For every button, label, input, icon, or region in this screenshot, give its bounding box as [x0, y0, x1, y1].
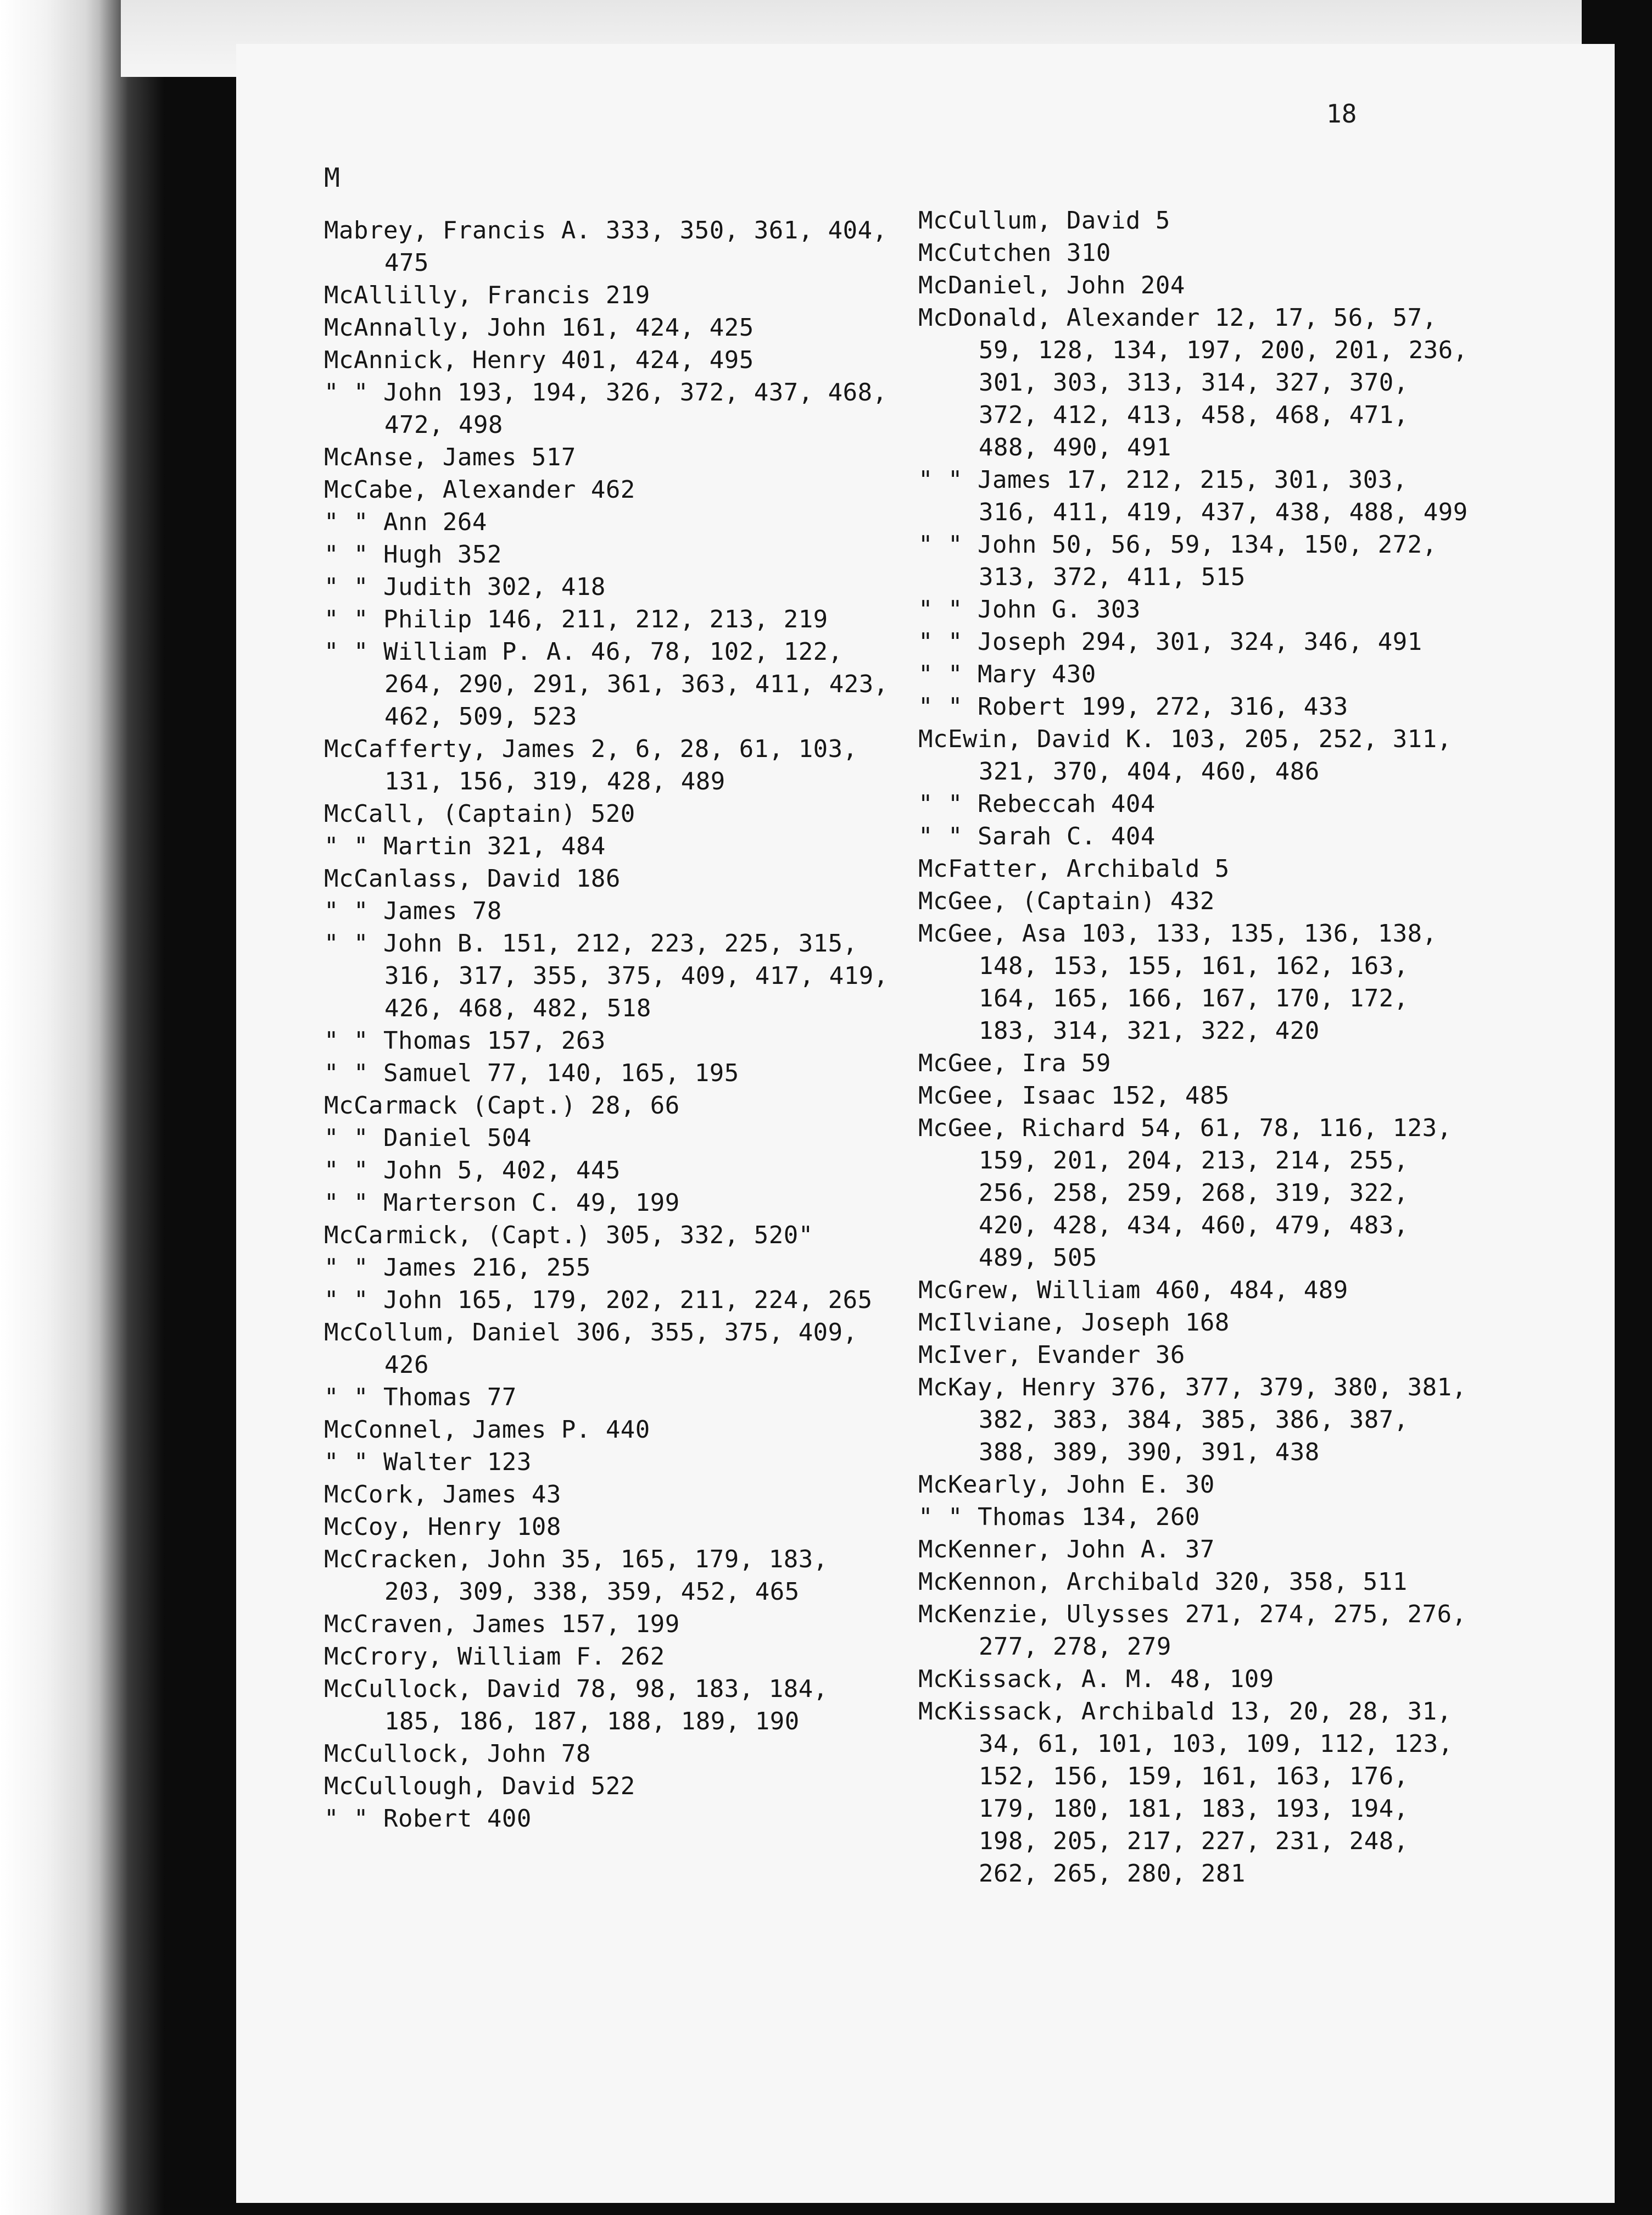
- index-entry: " " James 17, 212, 215, 301, 303, 316, 411, 419, 437, 438, 488, 499: [918, 466, 1468, 526]
- index-entry: McAllilly, Francis 219: [324, 281, 650, 309]
- index-entry: McDonald, Alexander 12, 17, 56, 57, 59, 128, 134, 197, 200, 201, 236, 301, 303, 313, 314, 327, 370, 372, 412, 413, 458, 468, 471, 488, 490, 491: [918, 304, 1483, 461]
- index-entry: " " Thomas 77: [324, 1383, 517, 1411]
- index-entry: McKissack, Archibald 13, 20, 28, 31, 34, 61, 101, 103, 109, 112, 123, 152, 156, 159, 161, 163, 176, 179, 180, 181, 183, 193, 194, 198, 205, 217, 227, 231, 248, 262, 265, 280, 281: [918, 1698, 1468, 1888]
- index-entry: McCarmick, (Capt.) 305, 332, 520": [324, 1221, 813, 1249]
- index-entry: " " Rebeccah 404: [918, 790, 1156, 818]
- index-entry: McGee, Richard 54, 61, 78, 116, 123, 159, 201, 204, 213, 214, 255, 256, 258, 259, 268, 319, 322, 420, 428, 434, 460, 479, 483, 489, 505: [918, 1114, 1467, 1272]
- index-entry: " " Sarah C. 404: [918, 822, 1156, 850]
- index-entry: " " John G. 303: [918, 596, 1141, 624]
- index-entry: McIlviane, Joseph 168: [918, 1309, 1230, 1337]
- index-entry: McKay, Henry 376, 377, 379, 380, 381, 382, 383, 384, 385, 386, 387, 388, 389, 390, 391, 438: [918, 1373, 1482, 1466]
- index-entry: " " Judith 302, 418: [324, 573, 606, 601]
- index-entry: McCrory, William F. 262: [324, 1643, 665, 1671]
- index-entry: " " William P. A. 46, 78, 102, 122, 264, 290, 291, 361, 363, 411, 423, 462, 509, 523: [324, 638, 903, 731]
- index-entry: McAnnick, Henry 401, 424, 495: [324, 346, 754, 374]
- index-entry: McAnnally, John 161, 424, 425: [324, 314, 754, 342]
- index-entry: Mabrey, Francis A. 333, 350, 361, 404, 475: [324, 216, 902, 277]
- index-entry: McCullock, David 78, 98, 183, 184, 185, 186, 187, 188, 189, 190: [324, 1675, 843, 1735]
- index-entry: " " Thomas 134, 260: [918, 1503, 1200, 1531]
- index-entry: McCullock, John 78: [324, 1740, 591, 1768]
- adjacent-page-edge: [0, 0, 165, 2215]
- index-entry: " " Daniel 504: [324, 1124, 532, 1152]
- index-entry: McKearly, John E. 30: [918, 1471, 1215, 1499]
- index-entry: McCall, (Captain) 520: [324, 800, 635, 828]
- index-entry: McConnel, James P. 440: [324, 1416, 650, 1444]
- index-entry: McCutchen 310: [918, 239, 1111, 267]
- index-entry: McIver, Evander 36: [918, 1341, 1185, 1369]
- index-entry: " " Robert 199, 272, 316, 433: [918, 693, 1348, 721]
- index-entry: McDaniel, John 204: [918, 271, 1185, 299]
- index-entry: McCanlass, David 186: [324, 865, 621, 893]
- index-entry: McCarmack (Capt.) 28, 66: [324, 1092, 680, 1120]
- index-entry: " " John 50, 56, 59, 134, 150, 272, 313, 372, 411, 515: [918, 531, 1452, 591]
- index-entry: McCork, James 43: [324, 1481, 561, 1509]
- index-entry: " " Thomas 157, 263: [324, 1027, 606, 1055]
- index-entry: " " John 5, 402, 445: [324, 1156, 621, 1184]
- index-entry: " " Mary 430: [918, 660, 1096, 688]
- index-entry: " " John B. 151, 212, 223, 225, 315, 316, 317, 355, 375, 409, 417, 419, 426, 468, 482, 518: [324, 930, 903, 1022]
- index-entry: McCafferty, James 2, 6, 28, 61, 103, 131, 156, 319, 428, 489: [324, 735, 873, 795]
- index-entry: " " James 78: [324, 897, 502, 925]
- index-entry: " " Philip 146, 211, 212, 213, 219: [324, 605, 828, 633]
- index-entry: " " James 216, 255: [324, 1254, 591, 1282]
- index-column-left: [324, 214, 901, 1835]
- index-entry: McFatter, Archibald 5: [918, 855, 1230, 883]
- index-entry: McGee, Ira 59: [918, 1049, 1111, 1077]
- index-entry: McGrew, William 460, 484, 489: [918, 1276, 1348, 1304]
- index-entry: McCabe, Alexander 462: [324, 476, 635, 504]
- index-entry: McGee, Isaac 152, 485: [918, 1082, 1230, 1110]
- index-entry: " " Hugh 352: [324, 541, 502, 569]
- index-column-right: [918, 204, 1483, 1890]
- section-letter-heading: M: [324, 163, 340, 193]
- index-entry: McCollum, Daniel 306, 355, 375, 409, 426: [324, 1318, 873, 1379]
- index-entry: McKenner, John A. 37: [918, 1535, 1215, 1563]
- index-entry: McKennon, Archibald 320, 358, 511: [918, 1568, 1408, 1596]
- index-entry: " " Walter 123: [324, 1448, 532, 1476]
- index-entry: " " Robert 400: [324, 1805, 532, 1833]
- index-entry: " " John 165, 179, 202, 211, 224, 265: [324, 1286, 873, 1314]
- index-entry: McKissack, A. M. 48, 109: [918, 1665, 1274, 1693]
- index-entry: McKenzie, Ulysses 271, 274, 275, 276, 277, 278, 279: [918, 1600, 1482, 1661]
- index-entry: McGee, (Captain) 432: [918, 887, 1215, 915]
- index-entry: McCoy, Henry 108: [324, 1513, 561, 1541]
- index-entry: McCullough, David 522: [324, 1772, 635, 1800]
- index-entry: McCullum, David 5: [918, 207, 1170, 235]
- index-entry: McCracken, John 35, 165, 179, 183, 203, 309, 338, 359, 452, 465: [324, 1545, 843, 1606]
- index-entry: " " Martin 321, 484: [324, 832, 606, 860]
- index-entry: McEwin, David K. 103, 205, 252, 311, 321, 370, 404, 460, 486: [918, 725, 1467, 786]
- index-entry: " " John 193, 194, 326, 372, 437, 468, 472, 498: [324, 379, 902, 439]
- index-entry: McCraven, James 157, 199: [324, 1610, 680, 1638]
- page-number: 18: [1326, 99, 1357, 129]
- index-entry: " " Joseph 294, 301, 324, 346, 491: [918, 628, 1422, 656]
- index-entry: McGee, Asa 103, 133, 135, 136, 138, 148, 153, 155, 161, 162, 163, 164, 165, 166, 167, 170, 172, 183, 314, 321, 322, 420: [918, 920, 1452, 1045]
- index-entry: " " Samuel 77, 140, 165, 195: [324, 1059, 739, 1087]
- index-entry: McAnse, James 517: [324, 443, 576, 471]
- index-entry: " " Marterson C. 49, 199: [324, 1189, 680, 1217]
- index-entry: " " Ann 264: [324, 508, 487, 536]
